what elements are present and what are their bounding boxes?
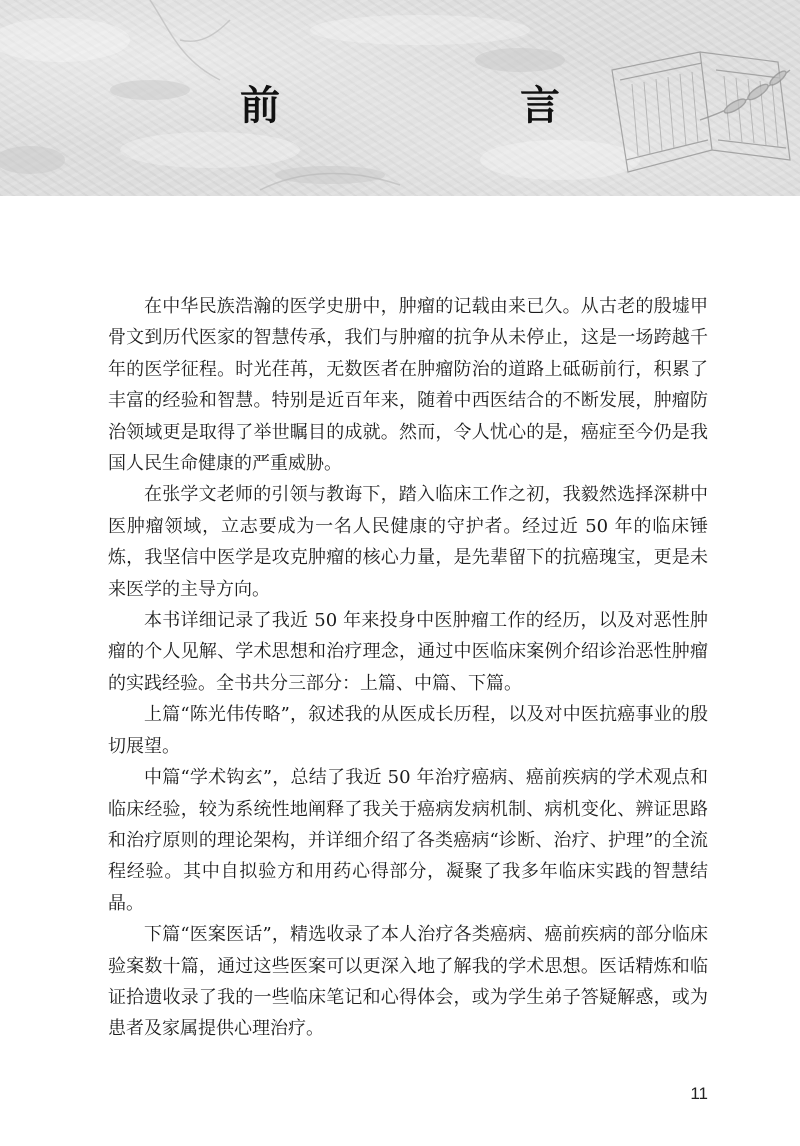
page-title: 前 言 [240,82,660,129]
paragraph: 上篇“陈光伟传略”，叙述我的从医成长历程，以及对中医抗癌事业的殷切展望。 [108,704,708,757]
header-banner [0,0,800,196]
preface-body [108,291,708,1045]
paragraph: 在张学文老师的引领与教诲下，踏入临床工作之初，我毅然选择深耕中医肿瘤领域，立志要成为一名人民健康的守护者。经过近 50 年的临床锤炼，我坚信中医学是攻克肿瘤的核心力量，是先辈留下的抗癌瑰宝，更是未来医学的主导方向。 [108,484,708,600]
paragraph: 本书详细记录了我近 50 年来投身中医肿瘤工作的经历，以及对恶性肿瘤的个人见解、学术思想和治疗理念，通过中医临床案例介绍诊治恶性肿瘤的实践经验。全书共分三部分：上篇、中篇、下篇。 [108,610,708,694]
page-number: 11 [690,1084,708,1103]
paragraph: 在中华民族浩瀚的医学史册中，肿瘤的记载由来已久。从古老的殷墟甲骨文到历代医家的智慧传承，我们与肿瘤的抗争从未停止，这是一场跨越千年的医学征程。时光荏苒，无数医者在肿瘤防治的道路上砥砺前行，积累了丰富的经验和智慧。特别是近百年来，随着中西医结合的不断发展，肿瘤防治领域更是取得了举世瞩目的成就。然而，令人忧心的是，癌症至今仍是我国人民生命健康的严重威胁。 [108,296,708,475]
paragraph: 中篇“学术钩玄”，总结了我近 50 年治疗癌病、癌前疾病的学术观点和临床经验，较为系统性地阐释了我关于癌病发病机制、病机变化、辨证思路和治疗原则的理论架构，并详细介绍了各类癌病“诊断、治疗、护理”的全流程经验。其中自拟验方和用药心得部分，凝聚了我多年临床实践的智慧结晶。 [108,767,708,914]
paragraph: 下篇“医案医话”，精选收录了本人治疗各类癌病、癌前疾病的部分临床验案数十篇，通过这些医案可以更深入地了解我的学术思想。医话精炼和临证拾遗收录了我的一些临床笔记和心得体会，或为学生弟子答疑解惑，或为患者及家属提供心理治疗。 [108,924,708,1040]
